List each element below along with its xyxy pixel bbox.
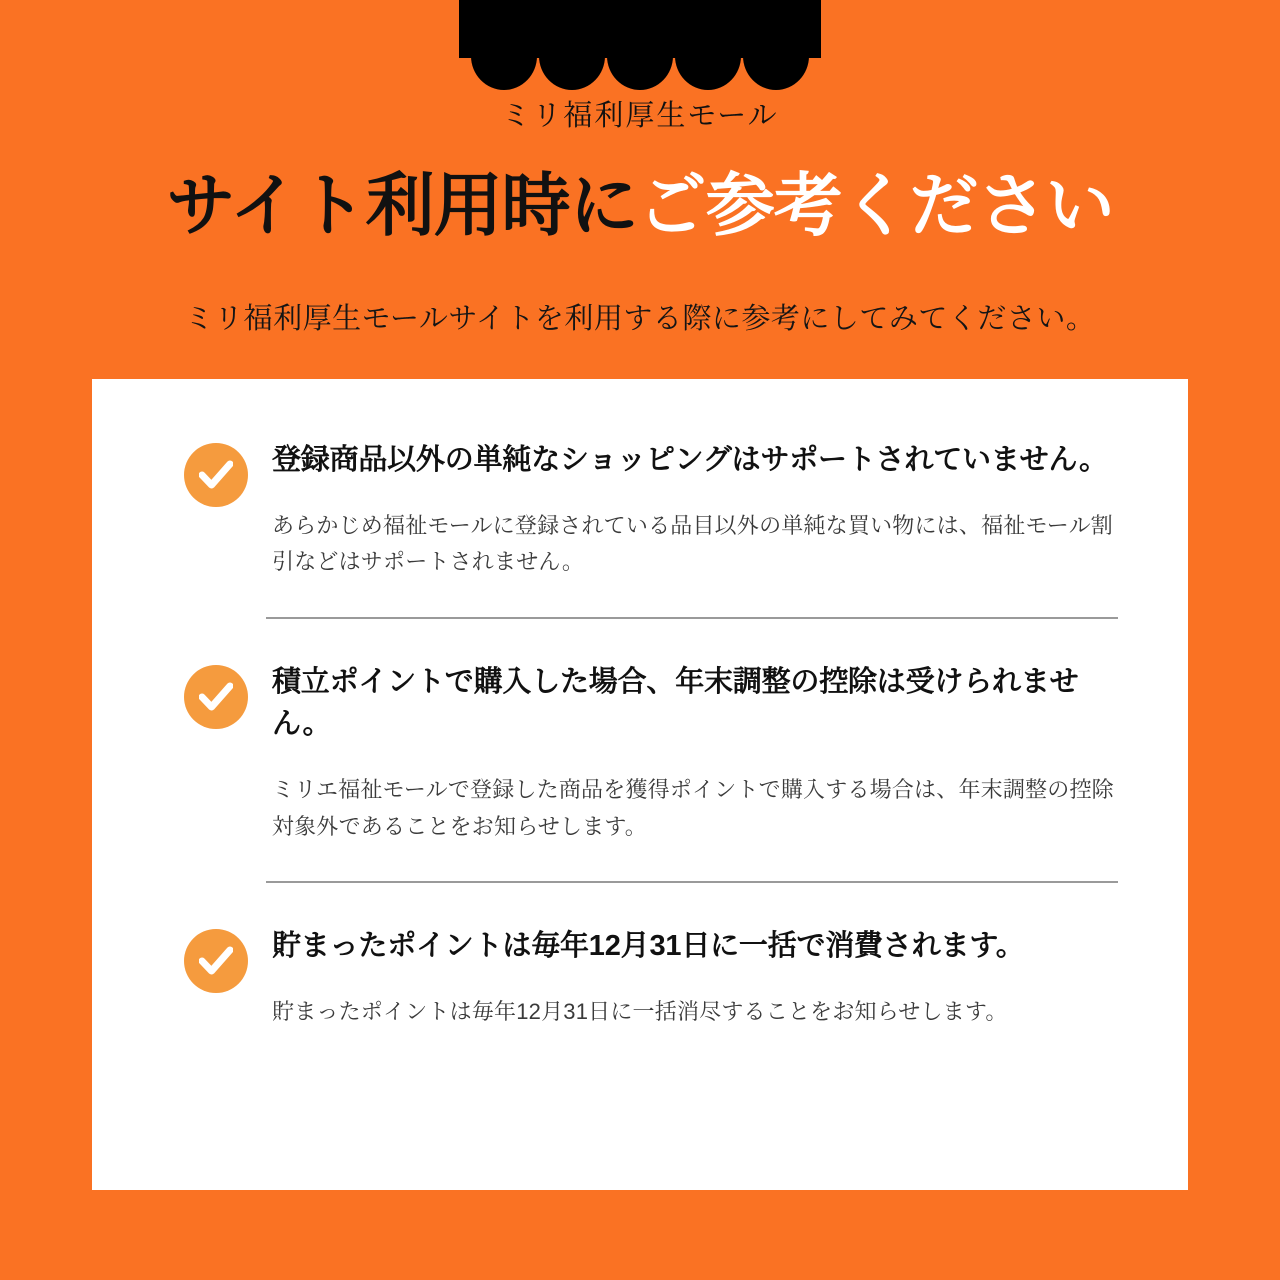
check-circle-icon	[184, 443, 248, 507]
divider	[266, 617, 1118, 619]
list-item-body	[272, 439, 1126, 581]
list-item-title: 登録商品以外の単純なショッピングはサポートされていません。	[272, 444, 1108, 476]
list-item-description: ミリエ福祉モールで登録した商品を獲得ポイントで購入する場合は、年末調整の控除対象外であることをお知らせします。	[272, 777, 1114, 839]
list-item	[184, 427, 1126, 581]
list-item-title: 貯まったポイントは毎年12月31日に一括で消費されます。	[272, 929, 1025, 962]
check-circle-icon	[184, 665, 248, 729]
page-title-part-1: サイト利用時に	[166, 167, 638, 244]
divider	[266, 881, 1118, 883]
list-item	[184, 649, 1126, 845]
check-circle-icon	[184, 929, 248, 993]
page-subtitle: ミリ福利厚生モールサイトを利用する際に参考にしてみてください。	[184, 303, 1096, 335]
list-item-body	[272, 661, 1126, 845]
brand-logo-mark	[459, 0, 821, 58]
list-item-description: 貯まったポイントは毎年12月31日に一括消尽することをお知らせします。	[272, 998, 1008, 1024]
brand-name: ミリ福利厚生モール	[501, 100, 779, 132]
page-title	[0, 166, 1280, 245]
page-title-part-2: ご参考ください	[637, 167, 1114, 244]
list-item-description: あらかじめ福祉モールに登録されている品目以外の単純な買い物には、福祉モール割引などはサポートされません。	[272, 512, 1113, 575]
brand-logo-scallops-icon	[459, 56, 821, 90]
notice-card	[92, 379, 1188, 1190]
list-item	[184, 913, 1126, 1030]
list-item-title: 積立ポイントで購入した場合、年末調整の控除は受けられません。	[272, 665, 1079, 741]
list-item-body	[272, 925, 1126, 1030]
